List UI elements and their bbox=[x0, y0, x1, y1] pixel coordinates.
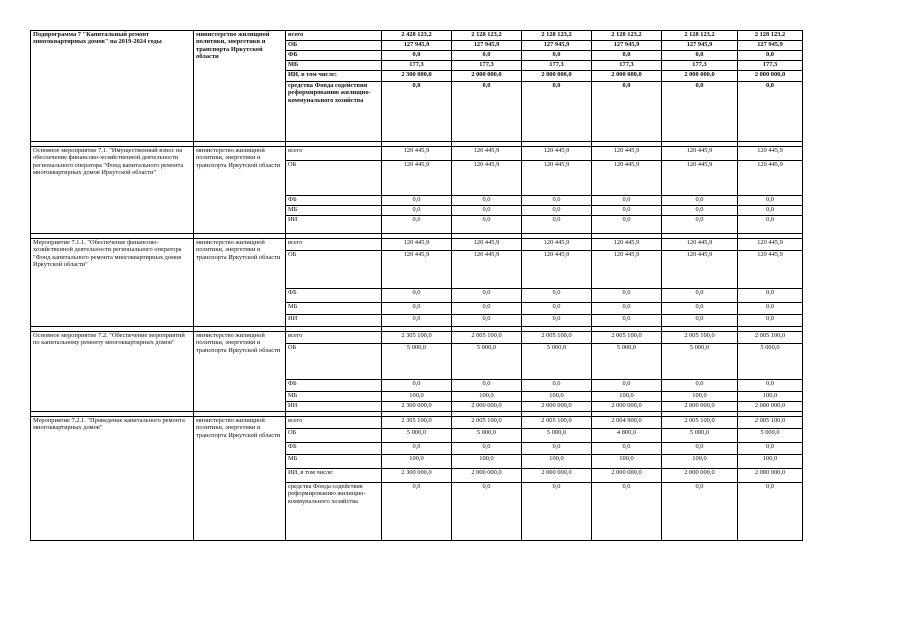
executor-cell: министерство жилищной политики, энергетики и транспорта Иркутской области bbox=[194, 239, 286, 327]
amount-cell: 4 800,0 bbox=[592, 429, 662, 443]
amount-cell: 100,0 bbox=[382, 392, 452, 402]
amount-cell: 5 000,0 bbox=[382, 429, 452, 443]
amount-cell: 0,0 bbox=[738, 303, 803, 315]
amount-cell: 0,0 bbox=[522, 443, 592, 455]
amount-cell: 2 005 100,0 bbox=[522, 417, 592, 429]
funding-source-cell: средства Фонда содействия реформированию жилищно-коммунального хозяйства bbox=[286, 483, 382, 541]
amount-cell: 127 945,9 bbox=[662, 41, 738, 51]
amount-cell: 120 445,9 bbox=[592, 147, 662, 161]
amount-cell: 177,3 bbox=[592, 61, 662, 71]
amount-cell: 2 000 000,0 bbox=[592, 469, 662, 483]
amount-cell: 120 445,9 bbox=[382, 239, 452, 251]
amount-cell: 100,0 bbox=[592, 455, 662, 469]
amount-cell: 100,0 bbox=[452, 392, 522, 402]
funding-source-cell: МБ bbox=[286, 61, 382, 71]
amount-cell: 5 000,0 bbox=[662, 344, 738, 380]
amount-cell: 127 945,9 bbox=[382, 41, 452, 51]
amount-cell: 127 945,9 bbox=[452, 41, 522, 51]
amount-cell: 2 000 000,0 bbox=[738, 71, 803, 82]
amount-cell: 0,0 bbox=[452, 82, 522, 142]
amount-cell: 100,0 bbox=[382, 455, 452, 469]
amount-cell: 0,0 bbox=[738, 380, 803, 392]
amount-cell: 0,0 bbox=[738, 483, 803, 541]
amount-cell: 0,0 bbox=[452, 206, 522, 216]
amount-cell: 0,0 bbox=[738, 82, 803, 142]
program-name-cell: Мероприятие 7.2.1. "Проведение капитального ремонта многоквартирных домов" bbox=[31, 417, 194, 541]
amount-cell: 2 005 100,0 bbox=[738, 332, 803, 344]
funding-source-cell: ОБ bbox=[286, 344, 382, 380]
amount-cell: 0,0 bbox=[452, 51, 522, 61]
amount-cell: 120 445,9 bbox=[738, 161, 803, 196]
amount-cell: 120 445,9 bbox=[522, 251, 592, 289]
executor-cell: министерство жилищной политики, энергетики и транспорта Иркутской области bbox=[194, 147, 286, 234]
amount-cell: 120 445,9 bbox=[592, 251, 662, 289]
amount-cell: 127 945,9 bbox=[522, 41, 592, 51]
amount-cell: 0,0 bbox=[382, 216, 452, 234]
amount-cell: 0,0 bbox=[452, 315, 522, 327]
amount-cell: 2 300 000,0 bbox=[382, 71, 452, 82]
funding-source-cell: ИИ bbox=[286, 315, 382, 327]
budget-table bbox=[30, 30, 803, 541]
amount-cell: 2 000 000,0 bbox=[738, 469, 803, 483]
amount-cell: 0,0 bbox=[522, 315, 592, 327]
amount-cell: 0,0 bbox=[522, 380, 592, 392]
amount-cell: 120 445,9 bbox=[522, 147, 592, 161]
amount-cell: 2 005 100,0 bbox=[452, 332, 522, 344]
funding-source-cell: ФБ bbox=[286, 196, 382, 206]
amount-cell: 120 445,9 bbox=[452, 147, 522, 161]
amount-cell: 0,0 bbox=[452, 483, 522, 541]
amount-cell: 2 305 100,0 bbox=[382, 417, 452, 429]
funding-source-cell: всего bbox=[286, 417, 382, 429]
amount-cell: 0,0 bbox=[382, 443, 452, 455]
amount-cell: 5 000,0 bbox=[592, 344, 662, 380]
funding-source-cell: ОБ bbox=[286, 41, 382, 51]
amount-cell: 5 000,0 bbox=[522, 344, 592, 380]
amount-cell: 2 005 100,0 bbox=[522, 332, 592, 344]
amount-cell: 0,0 bbox=[452, 216, 522, 234]
amount-cell: 2 000 000,0 bbox=[522, 71, 592, 82]
amount-cell: 5 000,0 bbox=[522, 429, 592, 443]
executor-cell: министерство жилищной политики, энергетики и транспорта Иркутской области bbox=[194, 332, 286, 412]
funding-source-cell: ИИ bbox=[286, 402, 382, 412]
funding-source-cell: МБ bbox=[286, 303, 382, 315]
executor-cell: министерство жилищной политики, энергетики и транспорта Иркутской области bbox=[194, 417, 286, 541]
amount-cell: 177,3 bbox=[662, 61, 738, 71]
amount-cell: 2 004 900,0 bbox=[592, 417, 662, 429]
amount-cell: 0,0 bbox=[738, 206, 803, 216]
amount-cell: 2 128 123,2 bbox=[522, 31, 592, 41]
funding-source-cell: ФБ bbox=[286, 380, 382, 392]
amount-cell: 2 000 000,0 bbox=[522, 402, 592, 412]
amount-cell: 0,0 bbox=[382, 51, 452, 61]
amount-cell: 177,3 bbox=[522, 61, 592, 71]
amount-cell: 120 445,9 bbox=[662, 161, 738, 196]
amount-cell: 2 128 123,2 bbox=[452, 31, 522, 41]
amount-cell: 2 128 123,2 bbox=[738, 31, 803, 41]
amount-cell: 0,0 bbox=[592, 483, 662, 541]
table-row bbox=[31, 147, 803, 161]
program-name-cell: Основное мероприятие 7.1. "Имущественный взнос на обеспечение финансово-хозяйственной деятельности регионального оператора "Фонд капитального ремонта многоквартирных домов Иркутской области" bbox=[31, 147, 194, 234]
amount-cell: 0,0 bbox=[662, 289, 738, 303]
amount-cell: 120 445,9 bbox=[382, 161, 452, 196]
amount-cell: 120 445,9 bbox=[738, 147, 803, 161]
table-body bbox=[31, 31, 803, 541]
amount-cell: 2 128 123,2 bbox=[662, 31, 738, 41]
funding-source-cell: МБ bbox=[286, 455, 382, 469]
amount-cell: 2 128 123,2 bbox=[592, 31, 662, 41]
amount-cell: 0,0 bbox=[662, 82, 738, 142]
amount-cell: 0,0 bbox=[452, 289, 522, 303]
amount-cell: 2 000 000,0 bbox=[452, 402, 522, 412]
amount-cell: 0,0 bbox=[522, 216, 592, 234]
amount-cell: 0,0 bbox=[522, 289, 592, 303]
amount-cell: 100,0 bbox=[592, 392, 662, 402]
amount-cell: 100,0 bbox=[522, 455, 592, 469]
funding-source-cell: ОБ bbox=[286, 251, 382, 289]
amount-cell: 5 000,0 bbox=[452, 344, 522, 380]
amount-cell: 177,3 bbox=[382, 61, 452, 71]
amount-cell: 2 000 000,0 bbox=[662, 71, 738, 82]
amount-cell: 0,0 bbox=[592, 82, 662, 142]
amount-cell: 0,0 bbox=[738, 315, 803, 327]
funding-source-cell: ИИ, в том числе: bbox=[286, 469, 382, 483]
amount-cell: 2 000 000,0 bbox=[738, 402, 803, 412]
amount-cell: 0,0 bbox=[382, 380, 452, 392]
amount-cell: 0,0 bbox=[662, 483, 738, 541]
amount-cell: 120 445,9 bbox=[738, 239, 803, 251]
amount-cell: 120 445,9 bbox=[452, 251, 522, 289]
amount-cell: 0,0 bbox=[382, 315, 452, 327]
amount-cell: 5 000,0 bbox=[382, 344, 452, 380]
amount-cell: 0,0 bbox=[738, 443, 803, 455]
amount-cell: 177,3 bbox=[738, 61, 803, 71]
table-row bbox=[31, 332, 803, 344]
amount-cell: 120 445,9 bbox=[382, 251, 452, 289]
amount-cell: 0,0 bbox=[592, 303, 662, 315]
amount-cell: 2 305 100,0 bbox=[382, 332, 452, 344]
funding-source-cell: ОБ bbox=[286, 429, 382, 443]
program-name-cell: Подпрограмма 7 "Капитальный ремонт многоквартирных домов" на 2019-2024 годы bbox=[31, 31, 194, 142]
amount-cell: 0,0 bbox=[592, 315, 662, 327]
amount-cell: 0,0 bbox=[662, 303, 738, 315]
funding-source-cell: всего bbox=[286, 239, 382, 251]
program-name-cell: Основное мероприятие 7.2. "Обеспечение мероприятий по капитальному ремонту многоквартирных домов" bbox=[31, 332, 194, 412]
amount-cell: 0,0 bbox=[382, 483, 452, 541]
amount-cell: 0,0 bbox=[522, 483, 592, 541]
amount-cell: 2 005 100,0 bbox=[662, 417, 738, 429]
amount-cell: 0,0 bbox=[662, 196, 738, 206]
amount-cell: 120 445,9 bbox=[662, 251, 738, 289]
amount-cell: 177,3 bbox=[452, 61, 522, 71]
amount-cell: 2 005 100,0 bbox=[452, 417, 522, 429]
amount-cell: 5 000,0 bbox=[452, 429, 522, 443]
amount-cell: 127 945,9 bbox=[738, 41, 803, 51]
executor-cell: министерство жилищной политики, энергетики и транспорта Иркутской области bbox=[194, 31, 286, 142]
amount-cell: 2 428 123,2 bbox=[382, 31, 452, 41]
amount-cell: 100,0 bbox=[522, 392, 592, 402]
funding-source-cell: ИИ bbox=[286, 216, 382, 234]
amount-cell: 2 300 000,0 bbox=[382, 402, 452, 412]
funding-source-cell: ФБ bbox=[286, 289, 382, 303]
amount-cell: 0,0 bbox=[592, 216, 662, 234]
amount-cell: 0,0 bbox=[738, 289, 803, 303]
amount-cell: 0,0 bbox=[662, 315, 738, 327]
amount-cell: 0,0 bbox=[382, 303, 452, 315]
funding-source-cell: средства Фонда содействия реформированию жилищно-коммунального хозяйства bbox=[286, 82, 382, 142]
amount-cell: 0,0 bbox=[522, 206, 592, 216]
funding-source-cell: МБ bbox=[286, 392, 382, 402]
table-row bbox=[31, 417, 803, 429]
amount-cell: 0,0 bbox=[382, 82, 452, 142]
program-name-cell: Мероприятие 7.1.1. "Обеспечение финансово-хозяйственной деятельности регионального оператора "Фонд капитального ремонта многоквартирных домов Иркутской области" bbox=[31, 239, 194, 327]
amount-cell: 0,0 bbox=[662, 443, 738, 455]
amount-cell: 100,0 bbox=[452, 455, 522, 469]
amount-cell: 100,0 bbox=[662, 455, 738, 469]
amount-cell: 120 445,9 bbox=[522, 161, 592, 196]
funding-source-cell: ФБ bbox=[286, 51, 382, 61]
table-row bbox=[31, 239, 803, 251]
amount-cell: 0,0 bbox=[662, 380, 738, 392]
amount-cell: 120 445,9 bbox=[738, 251, 803, 289]
amount-cell: 0,0 bbox=[382, 206, 452, 216]
amount-cell: 0,0 bbox=[452, 443, 522, 455]
amount-cell: 100,0 bbox=[738, 392, 803, 402]
amount-cell: 2 005 100,0 bbox=[662, 332, 738, 344]
amount-cell: 2 300 000,0 bbox=[382, 469, 452, 483]
amount-cell: 120 445,9 bbox=[662, 147, 738, 161]
funding-source-cell: ФБ bbox=[286, 443, 382, 455]
amount-cell: 0,0 bbox=[452, 303, 522, 315]
amount-cell: 2 000 000,0 bbox=[522, 469, 592, 483]
amount-cell: 0,0 bbox=[522, 303, 592, 315]
funding-source-cell: всего bbox=[286, 332, 382, 344]
amount-cell: 5 000,0 bbox=[738, 429, 803, 443]
amount-cell: 2 005 100,0 bbox=[738, 417, 803, 429]
amount-cell: 0,0 bbox=[592, 380, 662, 392]
amount-cell: 120 445,9 bbox=[522, 239, 592, 251]
funding-source-cell: всего bbox=[286, 31, 382, 41]
funding-source-cell: всего bbox=[286, 147, 382, 161]
amount-cell: 0,0 bbox=[522, 51, 592, 61]
amount-cell: 100,0 bbox=[662, 392, 738, 402]
amount-cell: 2 000 000,0 bbox=[592, 402, 662, 412]
amount-cell: 120 445,9 bbox=[662, 239, 738, 251]
amount-cell: 0,0 bbox=[592, 206, 662, 216]
funding-source-cell: ИИ, в том числе: bbox=[286, 71, 382, 82]
amount-cell: 2 000 000,0 bbox=[662, 469, 738, 483]
amount-cell: 120 445,9 bbox=[452, 239, 522, 251]
amount-cell: 120 445,9 bbox=[592, 239, 662, 251]
amount-cell: 0,0 bbox=[382, 289, 452, 303]
amount-cell: 0,0 bbox=[382, 196, 452, 206]
amount-cell: 5 000,0 bbox=[738, 344, 803, 380]
amount-cell: 2 005 100,0 bbox=[592, 332, 662, 344]
funding-source-cell: ОБ bbox=[286, 161, 382, 196]
table-row bbox=[31, 31, 803, 41]
amount-cell: 0,0 bbox=[522, 196, 592, 206]
amount-cell: 120 445,9 bbox=[382, 147, 452, 161]
amount-cell: 0,0 bbox=[738, 51, 803, 61]
amount-cell: 0,0 bbox=[592, 443, 662, 455]
amount-cell: 0,0 bbox=[738, 216, 803, 234]
amount-cell: 0,0 bbox=[662, 51, 738, 61]
amount-cell: 0,0 bbox=[452, 380, 522, 392]
amount-cell: 2 000 000,0 bbox=[452, 469, 522, 483]
amount-cell: 2 000 000,0 bbox=[662, 402, 738, 412]
amount-cell: 0,0 bbox=[592, 51, 662, 61]
amount-cell: 5 000,0 bbox=[662, 429, 738, 443]
amount-cell: 0,0 bbox=[662, 216, 738, 234]
document-page bbox=[30, 30, 803, 541]
amount-cell: 0,0 bbox=[592, 289, 662, 303]
amount-cell: 2 000 000,0 bbox=[592, 71, 662, 82]
amount-cell: 120 445,9 bbox=[592, 161, 662, 196]
amount-cell: 2 000 000,0 bbox=[452, 71, 522, 82]
amount-cell: 0,0 bbox=[452, 196, 522, 206]
amount-cell: 0,0 bbox=[662, 206, 738, 216]
amount-cell: 0,0 bbox=[522, 82, 592, 142]
amount-cell: 0,0 bbox=[738, 196, 803, 206]
amount-cell: 0,0 bbox=[592, 196, 662, 206]
amount-cell: 127 945,9 bbox=[592, 41, 662, 51]
amount-cell: 100,0 bbox=[738, 455, 803, 469]
amount-cell: 120 445,9 bbox=[452, 161, 522, 196]
funding-source-cell: МБ bbox=[286, 206, 382, 216]
